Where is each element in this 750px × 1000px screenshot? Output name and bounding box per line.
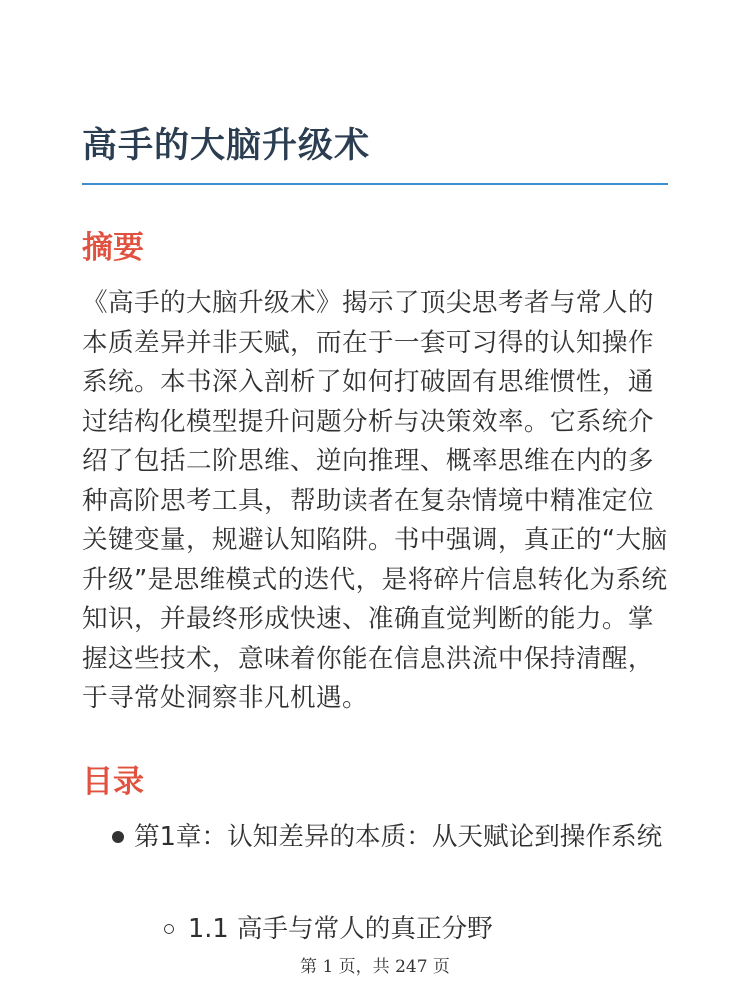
hollow-bullet-icon xyxy=(164,924,174,934)
toc-chapter-label: 第1章：认知差异的本质：从天赋论到操作系统 xyxy=(134,822,663,852)
document-title: 高手的大脑升级术 xyxy=(82,126,371,166)
page-number-footer: 第 1 页，共 247 页 xyxy=(300,957,450,977)
toc-list xyxy=(82,818,682,858)
toc-heading: 目录 xyxy=(82,764,144,800)
toc-chapter-item[interactable] xyxy=(82,818,674,858)
filled-bullet-icon xyxy=(112,831,124,843)
summary-paragraph: 《高手的大脑升级术》揭示了顶尖思考者与常人的本质差异并非天赋，而在于一套可习得的认知操作系统。本书深入剖析了如何打破固有思维惯性，通过结构化模型提升问题分析与决策效率。它系统介绍了包括二阶思维、逆向推理、概率思维在内的多种高阶思考工具，帮助读者在复杂情境中精准定位关键变量，规避认知陷阱。书中强调，真正的“大脑升级”是思维模式的迭代，是将碎片信息转化为系统知识，并最终形成快速、准确直觉判断的能力。掌握这些技术，意味着你能在信息洪流中保持清醒，于寻常处洞察非凡机遇。 xyxy=(82,288,668,713)
toc-section-label: 1.1 高手与常人的真正分野 xyxy=(188,914,493,944)
title-divider xyxy=(82,183,668,185)
summary-heading: 摘要 xyxy=(82,230,144,266)
